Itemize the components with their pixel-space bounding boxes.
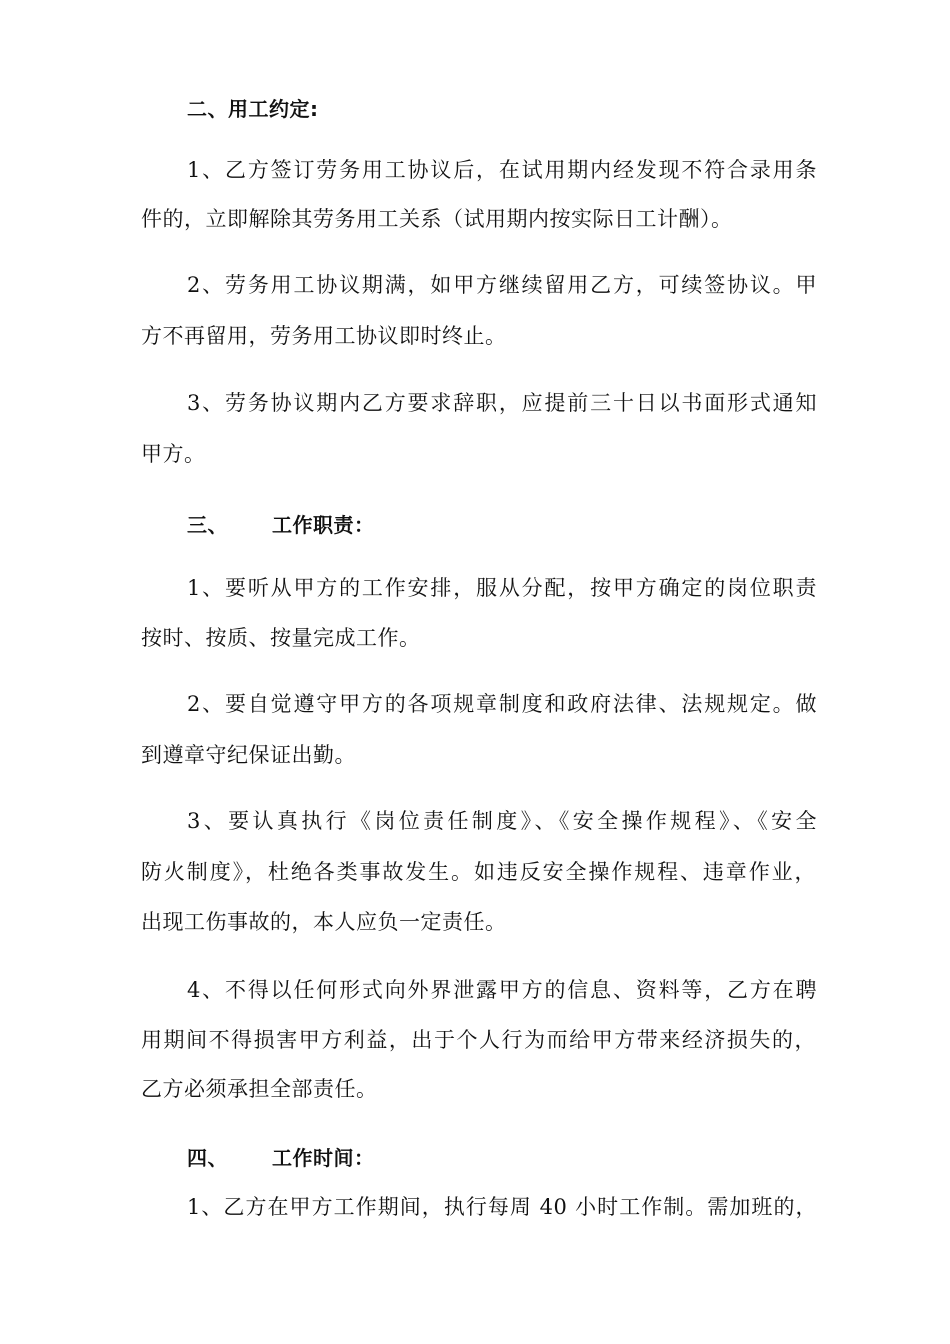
paragraph-line: 出现工伤事故的，本人应负一定责任。 — [141, 910, 507, 934]
paragraph-line: 1、乙方签订劳务用工协议后，在试用期内经发现不符合录用条 — [187, 158, 817, 182]
paragraph-line: 1、要听从甲方的工作安排，服从分配，按甲方确定的岗位职责 — [187, 576, 817, 600]
paragraph-line: 到遵章守纪保证出勤。 — [141, 743, 356, 767]
paragraph-line: 2、要自觉遵守甲方的各项规章制度和政府法律、法规规定。做 — [187, 692, 817, 716]
paragraph-line: 甲方。 — [141, 442, 206, 466]
paragraph-line: 乙方必须承担全部责任。 — [141, 1077, 378, 1101]
paragraph-line: 2、劳务用工协议期满，如甲方继续留用乙方，可续签协议。甲 — [187, 273, 817, 297]
section-heading — [187, 511, 867, 539]
paragraph-line: 1、乙方在甲方工作期间，执行每周 40 小时工作制。需加班的， — [187, 1195, 817, 1219]
paragraph-line: 3、要认真执行《岗位责任制度》、《安全操作规程》、《安全 — [187, 809, 817, 833]
section-heading-text: 工作时间： — [272, 1146, 375, 1170]
section-heading-number: 四、 — [187, 1146, 228, 1170]
paragraph-line: 用期间不得损害甲方利益，出于个人行为而给甲方带来经济损失的， — [141, 1028, 816, 1052]
paragraph-line: 件的，立即解除其劳务用工关系（试用期内按实际日工计酬）。 — [141, 207, 733, 231]
paragraph-line: 防火制度》，杜绝各类事故发生。如违反安全操作规程、违章作业， — [141, 860, 816, 884]
paragraph-line: 按时、按质、按量完成工作。 — [141, 626, 421, 650]
section-heading-number: 三、 — [187, 513, 228, 537]
section-heading-text: 工作职责： — [272, 513, 375, 537]
section-heading — [187, 95, 867, 123]
paragraph-line: 3、劳务协议期内乙方要求辞职，应提前三十日以书面形式通知 — [187, 391, 817, 415]
section-heading-text: 二、用工约定: — [187, 97, 319, 121]
section-heading — [187, 1144, 867, 1172]
paragraph-line: 4、不得以任何形式向外界泄露甲方的信息、资料等，乙方在聘 — [187, 978, 817, 1002]
paragraph-line: 方不再留用，劳务用工协议即时终止。 — [141, 324, 507, 348]
